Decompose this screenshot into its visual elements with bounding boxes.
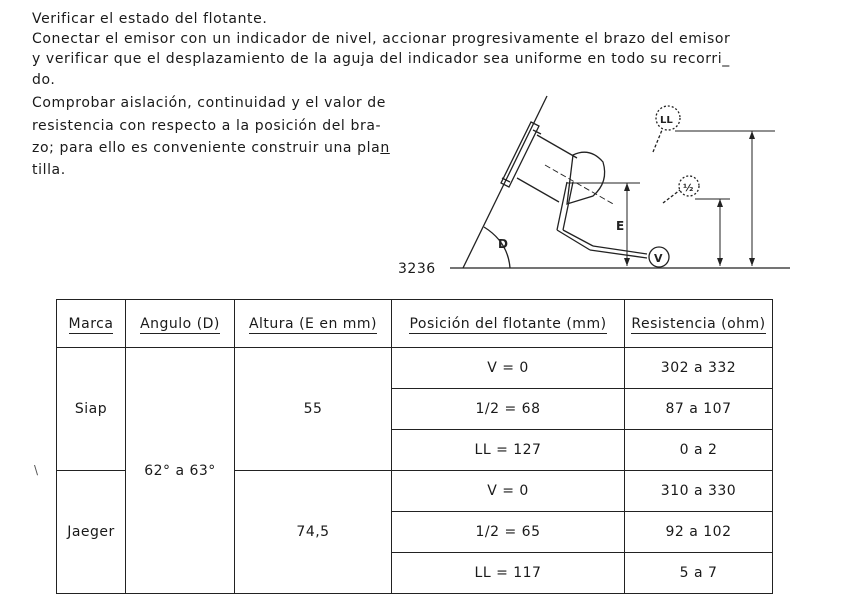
half-label: ½ — [683, 183, 694, 194]
resistance-cell: 302 a 332 — [625, 348, 773, 389]
sender-body-bottom — [517, 178, 559, 202]
spec-table — [56, 299, 773, 594]
sender-housing — [567, 152, 605, 204]
brand-cell-jaeger: Jaeger — [57, 471, 126, 594]
position-cell: V = 0 — [392, 348, 625, 389]
float-sender-diagram — [395, 90, 795, 275]
resistance-cell: 5 a 7 — [625, 553, 773, 594]
header-resistencia: Resistencia (ohm) — [625, 300, 773, 348]
resistance-cell: 87 a 107 — [625, 389, 773, 430]
position-cell: LL = 117 — [392, 553, 625, 594]
intro-line-2: Conectar el emisor con un indicador de nivel, accionar progresivamente el brazo del emisor — [32, 31, 731, 47]
position-cell: 1/2 = 68 — [392, 389, 625, 430]
intro-line-3 — [32, 51, 730, 67]
height-cell-siap: 55 — [235, 348, 392, 471]
intro-line-7-underlined: n — [380, 140, 390, 156]
half-arrow-up — [717, 199, 723, 207]
position-cell: LL = 127 — [392, 430, 625, 471]
table-row — [57, 348, 773, 389]
half-arrow-down — [717, 258, 723, 266]
brand-cell-siap: Siap — [57, 348, 126, 471]
angle-cell: 62° a 63° — [126, 348, 235, 594]
resistance-cell: 0 a 2 — [625, 430, 773, 471]
float-arm-top — [557, 182, 567, 230]
float-arm-bottom — [563, 182, 573, 230]
float-arm-lower-2 — [563, 230, 593, 246]
position-cell: V = 0 — [392, 471, 625, 512]
intro-line-6: resistencia con respecto a la posición del bra- — [32, 118, 382, 134]
full-leader — [653, 130, 662, 152]
table-header-row — [57, 300, 773, 348]
float-arm-lower-1 — [557, 230, 590, 250]
intro-line-4: do. — [32, 72, 56, 88]
e-arrow-down — [624, 258, 630, 266]
header-angulo: Angulo (D) — [126, 300, 235, 348]
header-posicion: Posición del flotante (mm) — [392, 300, 625, 348]
resistance-cell: 92 a 102 — [625, 512, 773, 553]
height-cell-jaeger: 74,5 — [235, 471, 392, 594]
empty-label-v: V — [654, 252, 663, 265]
sender-body-top — [537, 135, 577, 158]
margin-mark: \ — [34, 463, 39, 477]
figure-code: 3236 — [398, 261, 436, 277]
header-altura: Altura (E en mm) — [235, 300, 392, 348]
intro-line-3-text: y verificar que el desplazamiento de la aguja del indicador sea uniforme en todo su recorri — [32, 51, 723, 67]
full-arrow-down — [749, 258, 755, 266]
position-cell: 1/2 = 65 — [392, 512, 625, 553]
full-arrow-up — [749, 131, 755, 139]
intro-line-3-hyphen: _ — [722, 51, 730, 67]
e-arrow-up — [624, 183, 630, 191]
intro-line-7-text: zo; para ello es conveniente construir una pla — [32, 140, 381, 156]
intro-line-8: tilla. — [32, 162, 66, 178]
header-marca: Marca — [57, 300, 126, 348]
float-arm-end-2 — [593, 246, 647, 254]
full-label-ll: LL — [660, 115, 673, 126]
resistance-cell: 310 a 330 — [625, 471, 773, 512]
intro-line-7 — [32, 140, 390, 156]
angle-label-d: D — [498, 237, 508, 251]
height-label-e: E — [616, 219, 625, 233]
intro-line-5: Comprobar aislación, continuidad y el valor de — [32, 95, 386, 111]
float-arm-end-1 — [590, 250, 647, 258]
half-leader — [663, 190, 680, 203]
intro-line-1: Verificar el estado del flotante. — [32, 11, 268, 27]
